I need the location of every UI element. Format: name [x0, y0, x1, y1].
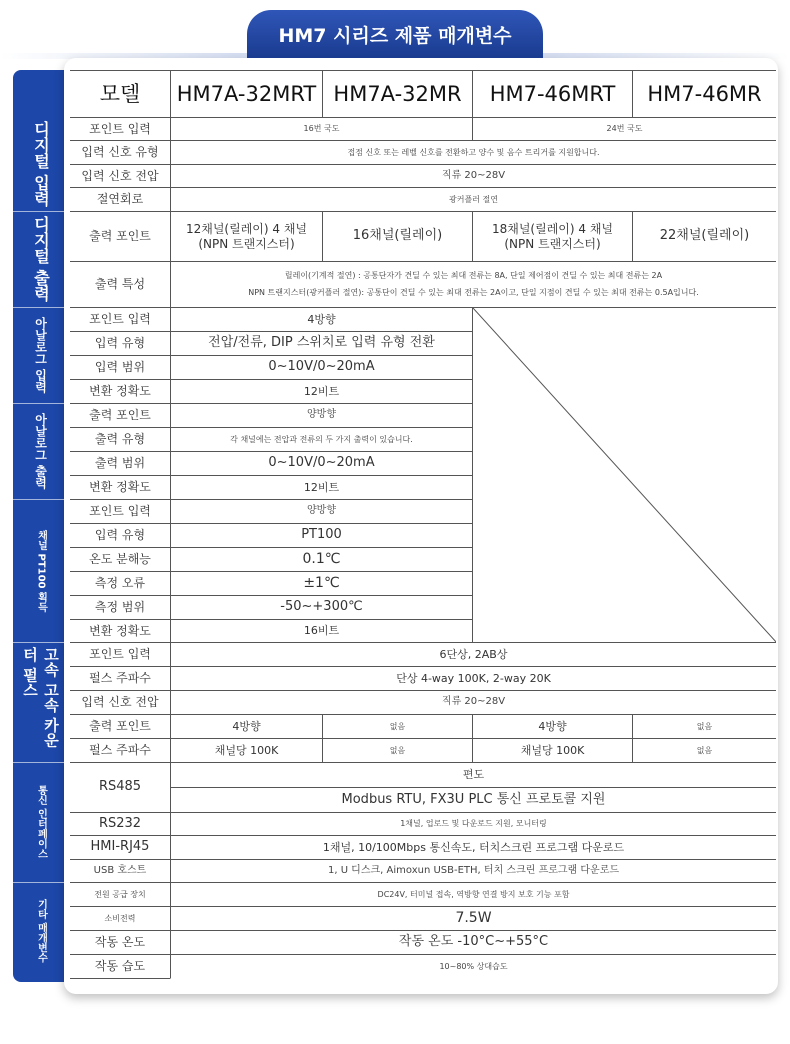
row-label: 포인트 입력 — [70, 642, 170, 666]
row-label: 출력 포인트 — [70, 211, 170, 261]
row-value: 채널당 100K — [170, 738, 322, 762]
row-label: 펄스 주파수 — [70, 738, 170, 762]
row-value: 양방향 — [170, 403, 472, 427]
row-label: USB 호스트 — [70, 859, 170, 882]
row-value: 10~80% 상대습도 — [170, 954, 776, 979]
row-value: 0.1℃ — [170, 547, 472, 571]
category-pt100: 채널 PT100 획득 — [13, 499, 69, 643]
row-value: 광커플러 절연 — [170, 187, 776, 211]
model-name: HM7-46MR — [632, 70, 776, 117]
row-value: 접점 신호 또는 레벨 신호를 전환하고 양수 및 음수 트리거를 지원합니다. — [170, 140, 776, 164]
not-applicable-area — [472, 307, 776, 642]
row-value: 없음 — [322, 714, 472, 738]
row-value: ±1℃ — [170, 571, 472, 595]
row-value: 각 채널에는 전압과 전류의 두 가지 출력이 있습니다. — [170, 427, 472, 451]
row-label: 입력 신호 전압 — [70, 690, 170, 714]
model-name: HM7-46MRT — [472, 70, 632, 117]
row-label: 소비전력 — [70, 906, 170, 930]
row-value: 7.5W — [170, 906, 776, 930]
row-label: 입력 유형 — [70, 523, 170, 547]
row-value: 직류 20~28V — [170, 690, 776, 714]
row-value: 0~10V/0~20mA — [170, 451, 472, 475]
row-value: PT100 — [170, 523, 472, 547]
row-label: 변환 정확도 — [70, 475, 170, 499]
row-value: 단상 4-way 100K, 2-way 20K — [170, 666, 776, 690]
row-value: 4방향 — [170, 307, 472, 331]
row-label: 측정 범위 — [70, 595, 170, 619]
row-label: 입력 유형 — [70, 331, 170, 355]
row-value: 1, U 디스크, Aimoxun USB-ETH, 터치 스크린 프로그램 다운로드 — [170, 859, 776, 882]
row-value: 1채널, 업로드 및 다운로드 지원, 모니터링 — [170, 812, 776, 835]
row-value: 24번 국도 — [472, 117, 776, 140]
row-label: 포인트 입력 — [70, 117, 170, 140]
row-value: 12비트 — [170, 379, 472, 403]
row-label: 절연회로 — [70, 187, 170, 211]
row-value: 없음 — [632, 714, 776, 738]
output-characteristics — [170, 261, 776, 307]
category-digital-input: 디지털 입력 — [13, 117, 69, 212]
row-label: 출력 범위 — [70, 451, 170, 475]
row-label: 변환 정확도 — [70, 619, 170, 642]
category-digital-output: 디지털 출력 — [13, 211, 69, 308]
category-comm: 통신 인터페이스 — [13, 762, 69, 883]
row-value: 1채널, 10/100Mbps 통신속도, 터치스크린 프로그램 다운로드 — [170, 835, 776, 859]
model-name: HM7A-32MRT — [170, 70, 322, 117]
diagonal-line — [473, 308, 776, 642]
row-value: 편도 — [170, 762, 776, 787]
row-value: 18채널(릴레이) 4 채널(NPN 트랜지스터) — [472, 211, 632, 261]
row-label: 작동 온도 — [70, 930, 170, 954]
row-value: 4방향 — [170, 714, 322, 738]
row-label: 전원 공급 장치 — [70, 882, 170, 906]
row-value: -50~+300℃ — [170, 595, 472, 619]
category-other: 기타 매개변수 — [35, 899, 47, 963]
row-label: 입력 신호 전압 — [70, 164, 170, 187]
row-value: 없음 — [322, 738, 472, 762]
row-value: 양방향 — [170, 499, 472, 523]
row-value: 6단상, 2AB상 — [170, 642, 776, 666]
row-value: DC24V, 터미널 접속, 역방향 연결 방지 보호 기능 포함 — [170, 882, 776, 906]
row-value: 직류 20~28V — [170, 164, 776, 187]
category-analog-input: 아날로그 입력 — [13, 307, 69, 404]
row-value: 전압/전류, DIP 스위치로 입력 유형 전환 — [170, 331, 472, 355]
row-label: 펄스 주파수 — [70, 666, 170, 690]
row-value: 16채널(릴레이) — [322, 211, 472, 261]
row-label: 출력 포인트 — [70, 714, 170, 738]
row-value: 12비트 — [170, 475, 472, 499]
row-value: 22채널(릴레이) — [632, 211, 776, 261]
row-label: 출력 특성 — [70, 261, 170, 307]
row-label: 포인트 입력 — [70, 307, 170, 331]
row-label: 입력 범위 — [70, 355, 170, 379]
row-label: 출력 포인트 — [70, 403, 170, 427]
row-label: 입력 신호 유형 — [70, 140, 170, 164]
row-label: 포인트 입력 — [70, 499, 170, 523]
row-label: 온도 분해능 — [70, 547, 170, 571]
row-value: 16비트 — [170, 619, 472, 642]
model-name: HM7A-32MR — [322, 70, 472, 117]
row-value: 작동 온도 -10°C~+55°C — [170, 930, 776, 954]
row-label: 측정 오류 — [70, 571, 170, 595]
output-char-relay: 릴레이(기계적 절연) : 공통단자가 견딜 수 있는 최대 전류는 8A, 단일 제어점이 견딜 수 있는 최대 전류는 2A — [284, 271, 663, 280]
row-label: 작동 습도 — [70, 954, 170, 979]
row-value: 12채널(릴레이) 4 채널(NPN 트랜지스터) — [170, 211, 322, 261]
row-label: RS485 — [70, 762, 170, 812]
row-label: 변환 정확도 — [70, 379, 170, 403]
category-counter: 고속 고속 카운터 펄스 — [13, 642, 69, 763]
row-value: 없음 — [632, 738, 776, 762]
model-label: 모델 — [70, 70, 170, 117]
page-title: HM7 시리즈 제품 매개변수 — [247, 10, 543, 58]
row-label: HMI-RJ45 — [70, 835, 170, 859]
row-label: 출력 유형 — [70, 427, 170, 451]
row-label: RS232 — [70, 812, 170, 835]
row-value: Modbus RTU, FX3U PLC 통신 프로토콜 지원 — [170, 787, 776, 812]
row-value: 채널당 100K — [472, 738, 632, 762]
category-analog-output: 아날로그 출력 — [13, 403, 69, 500]
row-value: 0~10V/0~20mA — [170, 355, 472, 379]
row-value: 4방향 — [472, 714, 632, 738]
output-char-npn: NPN 트랜지스터(광커플러 절연): 공통단이 견딜 수 있는 최대 전류는 2A이고, 단일 지점이 견딜 수 있는 최대 전류는 0.5A입니다. — [248, 288, 699, 297]
row-value: 16번 국도 — [170, 117, 472, 140]
